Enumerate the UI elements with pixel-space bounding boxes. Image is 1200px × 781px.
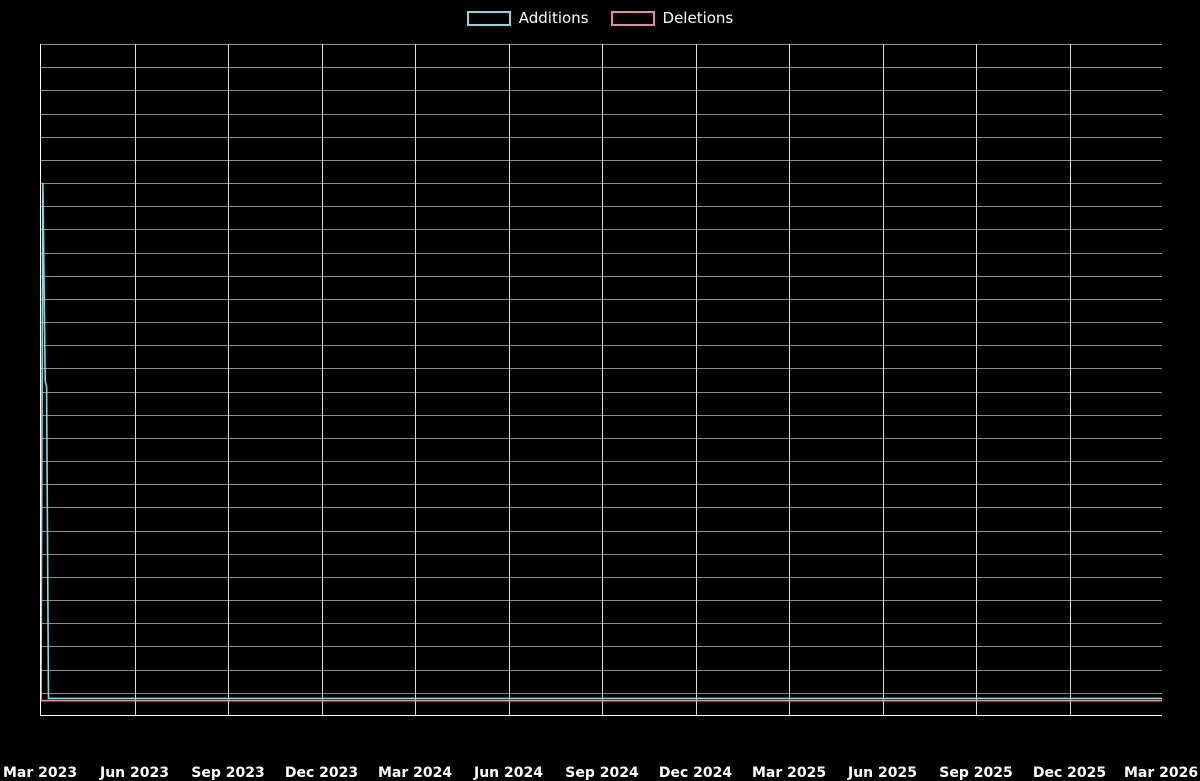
x-tick-label: Jun 2024 — [474, 765, 543, 781]
x-tick-label: Mar 2023 — [3, 765, 78, 781]
x-tick-label: Jun 2025 — [848, 765, 917, 781]
x-tick-label: Mar 2026 — [1123, 765, 1199, 781]
x-tick-label: Dec 2024 — [658, 765, 733, 781]
x-tick-label: Sep 2023 — [191, 765, 265, 781]
x-tick-label: Mar 2024 — [377, 765, 453, 781]
legend-swatch-additions — [467, 11, 511, 26]
x-tick-label: Dec 2023 — [284, 765, 359, 781]
plot-inner — [41, 44, 1162, 715]
plot-area — [3, 44, 1199, 781]
x-tick-label: Sep 2024 — [565, 765, 639, 781]
x-tick-label: Dec 2025 — [1032, 765, 1107, 781]
x-tick-label: Sep 2025 — [939, 765, 1013, 781]
series-line-additions — [41, 183, 1162, 701]
chart-legend — [0, 4, 1200, 32]
legend-label-deletions: Deletions — [662, 8, 734, 27]
legend-item-additions[interactable] — [467, 8, 589, 27]
series-lines — [41, 44, 1162, 715]
x-tick-label: Jun 2023 — [100, 765, 169, 781]
x-tick-label: Mar 2025 — [751, 765, 827, 781]
legend-swatch-deletions — [611, 11, 655, 26]
legend-item-deletions[interactable] — [611, 8, 734, 27]
legend-label-additions: Additions — [518, 8, 589, 27]
